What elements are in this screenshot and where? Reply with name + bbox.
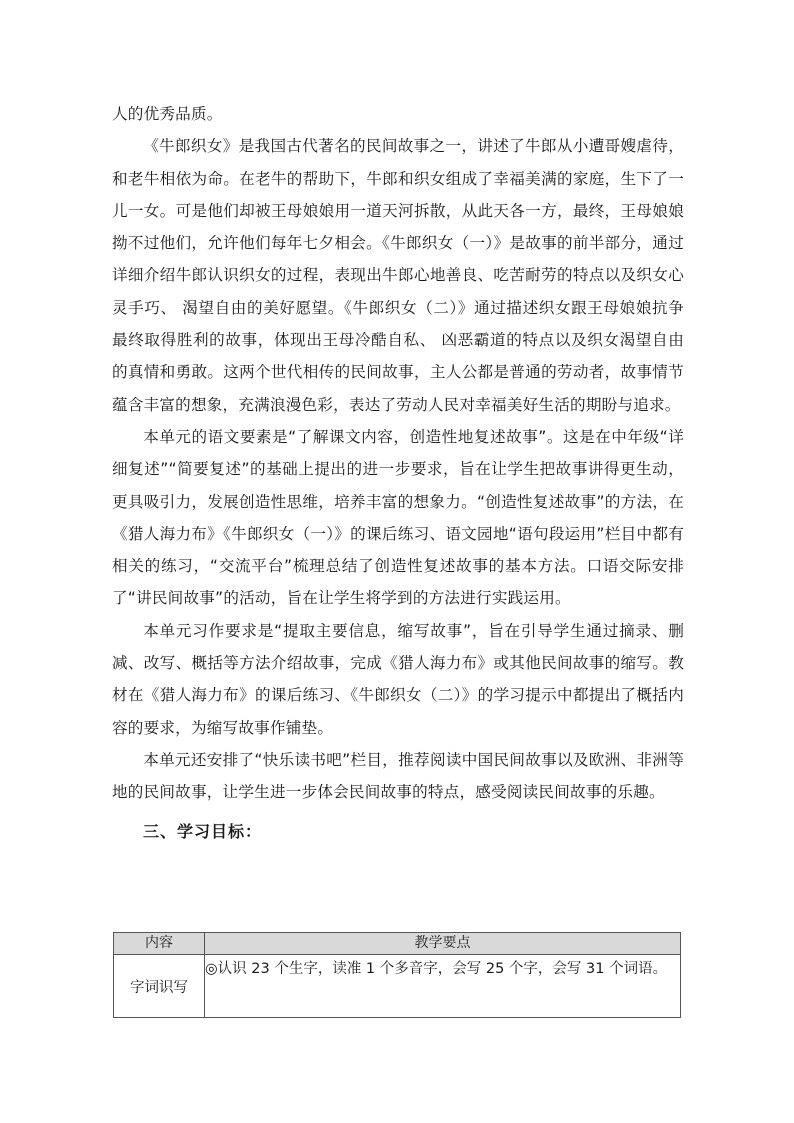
learning-goals-table <box>113 932 681 1018</box>
paragraph-writing-requirement: 本单元习作要求是“提取主要信息，缩写故事”，旨在引导学生通过摘录、删减、改写、概括等方法介绍故事，完成《猎人海力布》或其他民间故事的缩写。教材在《猎人海力布》的课后练习、《牛郎织女（二）》的学习提示中都提出了概括内容的要求，为缩写故事作铺垫。 <box>112 621 684 737</box>
document-body <box>112 98 684 848</box>
table-row-label: 字词识写 <box>114 955 205 1018</box>
paragraph-reading-column: 本单元还安排了“快乐读书吧”栏目，推荐阅读中国民间故事以及欧洲、非洲等地的民间故事，让学生进一步体会民间故事的特点，感受阅读民间故事的乐趣。 <box>112 750 684 802</box>
table-row <box>114 955 681 1018</box>
table-header-row <box>114 933 681 955</box>
table-header-content: 内容 <box>114 933 205 955</box>
table-header-teaching-points: 教学要点 <box>205 933 681 955</box>
table-row-content: ◎认识 23 个生字，读准 1 个多音字，会写 25 个字，会写 31 个词语。 <box>205 955 681 1018</box>
paragraph-continuation: 人的优秀品质。 <box>112 105 223 123</box>
paragraph-language-element: 本单元的语文要素是“了解课文内容，创造性地复述故事”。这是在中年级“详细复述”“简要复述”的基础上提出的进一步要求，旨在让学生把故事讲得更生动，更具吸引力，发展创造性思维，培养丰富的想象力。“创造性复述故事”的方法，在《猎人海力布》《牛郎织女（一）》的课后练习、语文园地“语句段运用”栏目中都有相关的练习，“交流平台”梳理总结了创造性复述故事的基本方法。口语交际安排了“讲民间故事”的活动，旨在让学生将学到的方法进行实践运用。 <box>112 427 684 608</box>
paragraph-story-summary: 《牛郎织女》是我国古代著名的民间故事之一，讲述了牛郎从小遭哥嫂虐待，和老牛相依为命。在老牛的帮助下，牛郎和织女组成了幸福美满的家庭，生下了一儿一女。可是他们却被王母娘娘用一道天河拆散，从此天各一方，最终，王母娘娘拗不过他们，允许他们每年七夕相会。《牛郎织女（一）》是故事的前半部分，通过详细介绍牛郎认识织女的过程，表现出牛郎心地善良、吃苦耐劳的特点以及织女心灵手巧、 渴望自由的美好愿望。《牛郎织女（二）》通过描述织女跟王母娘娘抗争最终取得胜利的故事，体现出王母冷酷自私、 凶恶霸道的特点以及织女渴望自由的真情和勇敢。这两个世代相传的民间故事，主人公都是普通的劳动者，故事情节蕴含丰富的想象，充满浪漫色彩，表达了劳动人民对幸福美好生活的期盼与追求。 <box>112 137 684 414</box>
section-heading-learning-goals: 三、学习目标： <box>143 821 263 841</box>
